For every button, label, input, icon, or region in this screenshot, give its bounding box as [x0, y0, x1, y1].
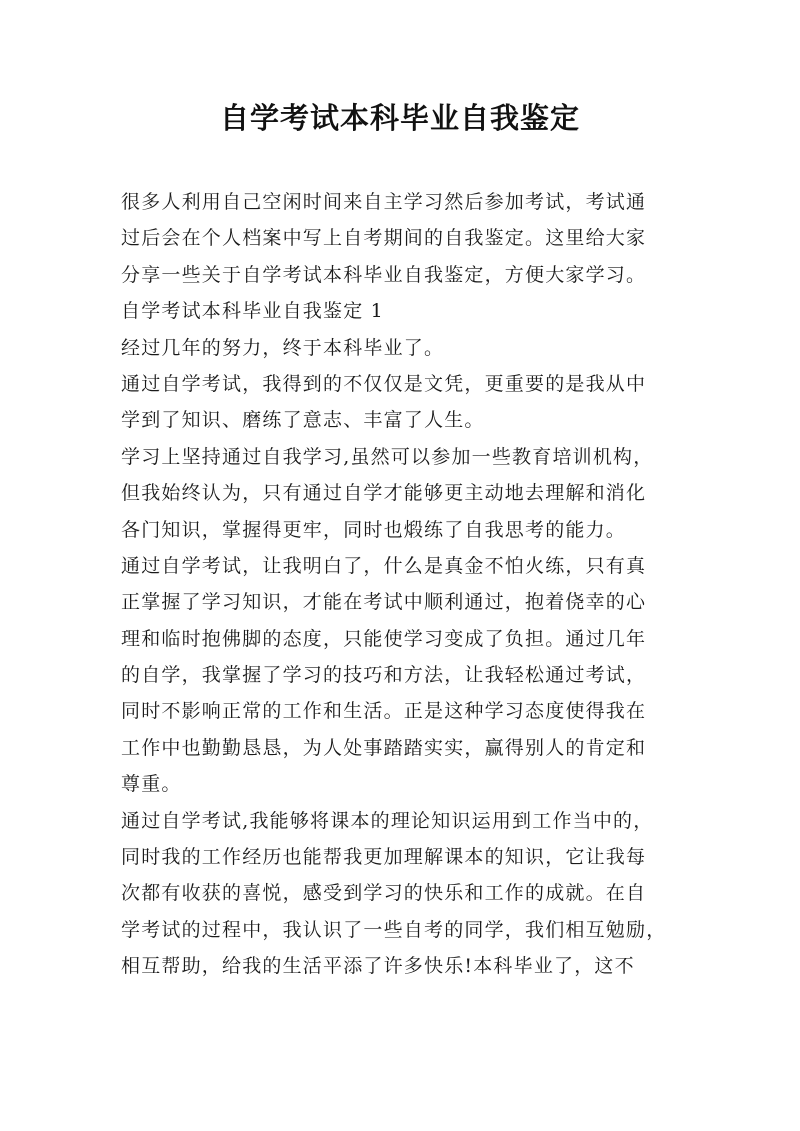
text-line: 尊重。: [121, 773, 182, 796]
text-line: 但我始终认为，只有通过自学才能够更主动地去理解和消化: [121, 482, 647, 505]
text-line: 学考试的过程中，我认识了一些自考的同学，我们相互勉励，: [121, 918, 667, 941]
section-heading: 自学考试本科毕业自我鉴定 1: [121, 300, 384, 323]
text-line: 同时不影响正常的工作和生活。正是这种学习态度使得我在: [121, 700, 647, 723]
document-title: 自学考试本科毕业自我鉴定: [219, 101, 580, 135]
text-line: 同时我的工作经历也能帮我更加理解课本的知识，它让我每: [121, 846, 647, 869]
text-line: 工作中也勤勤恳恳，为人处事踏踏实实，赢得别人的肯定和: [121, 736, 647, 759]
text-line: 正掌握了学习知识，才能在考试中顺利通过，抱着侥幸的心: [121, 591, 647, 614]
text-line: 相互帮助，给我的生活平添了许多快乐!本科毕业了，这不: [121, 955, 635, 978]
text-line: 分享一些关于自学考试本科毕业自我鉴定，方便大家学习。: [121, 263, 647, 286]
text-line: 学习上坚持通过自我学习,虽然可以参加一些教育培训机构，: [121, 445, 654, 468]
document-body: [121, 184, 689, 985]
text-line: 理和临时抱佛脚的态度，只能使学习变成了负担。通过几年: [121, 627, 647, 650]
text-line: 通过自学考试，我得到的不仅仅是文凭，更重要的是我从中: [121, 372, 647, 395]
text-line: 很多人利用自己空闲时间来自主学习然后参加考试，考试通: [121, 191, 647, 213]
text-line: 的自学，我掌握了学习的技巧和方法，让我轻松通过考试，: [121, 664, 647, 687]
text-line: 过后会在个人档案中写上自考期间的自我鉴定。这里给大家: [121, 227, 647, 250]
text-line: 通过自学考试,我能够将课本的理论知识运用到工作当中的，: [121, 809, 654, 832]
text-line: 次都有收获的喜悦，感受到学习的快乐和工作的成就。在自: [121, 882, 647, 905]
text-line: 学到了知识、磨练了意志、丰富了人生。: [121, 409, 485, 432]
text-line: 各门知识，掌握得更牢，同时也煅练了自我思考的能力。: [121, 518, 627, 541]
text-line: 经过几年的努力，终于本科毕业了。: [121, 336, 445, 359]
text-line: 通过自学考试，让我明白了，什么是真金不怕火练，只有真: [121, 554, 647, 577]
